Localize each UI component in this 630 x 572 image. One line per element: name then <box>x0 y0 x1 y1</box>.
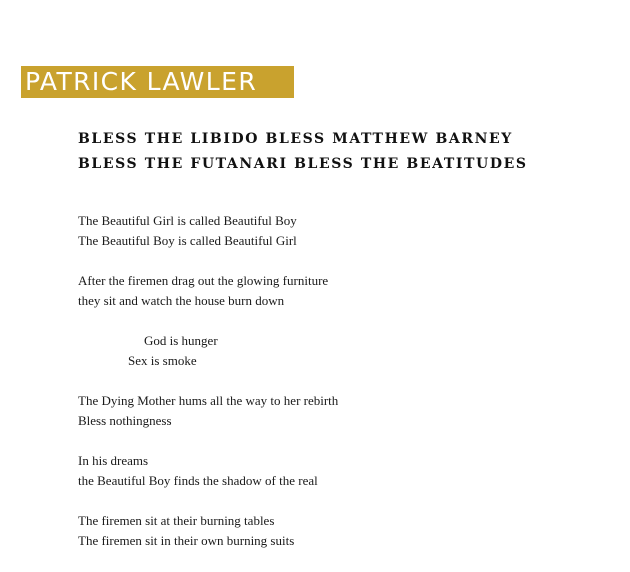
poem-line: After the firemen drag out the glowing furniture <box>78 273 329 288</box>
stanza-3 <box>78 331 618 371</box>
poem-line: God is hunger <box>144 333 218 348</box>
poem-line: The Beautiful Girl is called Beautiful Boy <box>78 213 297 228</box>
poem-title-line-1: BLESS THE LIBIDO BLESS MATTHEW BARNEY <box>78 131 513 147</box>
poem-line: the Beautiful Boy finds the shadow of the real <box>78 473 318 488</box>
stanza-1 <box>78 211 618 251</box>
stanza-2 <box>78 271 618 311</box>
poem-body <box>78 211 618 571</box>
poem-line: The firemen sit at their burning tables <box>78 513 275 528</box>
poem-title-line-2: BLESS THE FUTANARI BLESS THE BEATITUDES <box>78 156 528 172</box>
poem-line: they sit and watch the house burn down <box>78 293 285 308</box>
stanza-6 <box>78 511 618 551</box>
poem-line: The firemen sit in their own burning suits <box>78 533 295 548</box>
author-banner <box>21 66 294 98</box>
poem-line: Sex is smoke <box>128 353 197 368</box>
stanza-5 <box>78 451 618 491</box>
author-name: PATRICK LAWLER <box>25 67 258 96</box>
poem-line: Bless nothingness <box>78 413 172 428</box>
poem-title <box>78 127 528 177</box>
poem-line: The Beautiful Boy is called Beautiful Girl <box>78 233 297 248</box>
stanza-4 <box>78 391 618 431</box>
poem-line: The Dying Mother hums all the way to her rebirth <box>78 393 339 408</box>
poem-line: In his dreams <box>78 453 149 468</box>
